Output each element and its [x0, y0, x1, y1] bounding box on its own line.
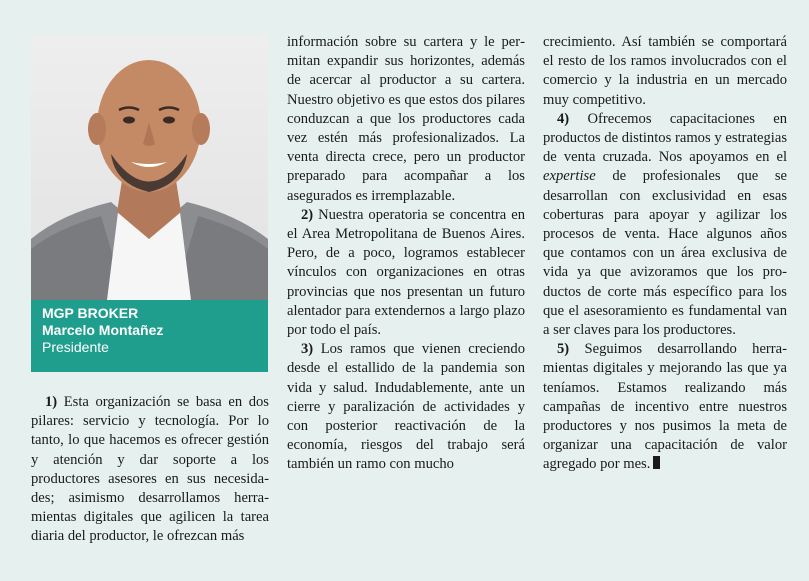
paragraph-1-continued: información sobre su cartera y le permitan expandir sus horizontes, además de acercar al productor a su cartera. Nuestro objetivo es que estos dos pilares conduzcan a que los productores cada vez estén más profesionalizados. La venta directa crece, pero un productor preparado para acompañar a los asegurados es irremplazable. — [287, 34, 525, 204]
answer-number-4: 4) — [557, 110, 570, 127]
paragraph-1 — [31, 393, 269, 547]
paragraph-5-text: Seguimos desarrollando herramientas digitales y mejorando las que ya teníamos. Estamos realizando más campañas de incentivo entre nuestros productores y nos pusimos la meta de organizar una capacitación de valor agregado por mes. — [543, 341, 787, 473]
text-column-1 — [31, 393, 269, 547]
answer-number-5: 5) — [557, 341, 570, 358]
paragraph-3 — [287, 340, 525, 474]
paragraph-2-text: Nuestra operatoria se concentra en el Area Metropolitana de Buenos Aires. Pero, de a poco, logramos establecer vínculos con organizaciones en otras provincias que nos presentan un futuro alentador para extendernos a largo plazo por todo el país. — [287, 206, 525, 339]
end-of-article-mark — [653, 456, 660, 469]
portrait-illustration — [31, 34, 268, 300]
caption-band — [31, 300, 268, 372]
text-column-2 — [287, 33, 525, 475]
answer-number-2: 2) — [301, 206, 314, 223]
paragraph-3-continued: crecimiento. Así también se comportará el resto de los ramos involucrados con el comercio y la industria en un mercado muy competitivo. — [543, 34, 787, 108]
answer-number-3: 3) — [301, 341, 314, 358]
caption-company: MGP BROKER — [42, 305, 139, 321]
text-column-3 — [543, 33, 787, 475]
caption-name: Marcelo Montañez — [42, 322, 164, 338]
paragraph-4-emphasis: expertise — [543, 168, 596, 185]
portrait-photo — [31, 34, 268, 300]
paragraph-4-text-b: de profesionales que se desarrollan con exclusividad en esas coberturas para apoyar y agilizar los procesos de venta. Hace algunos años que contamos con un área exclusiva de vida ya que avizoramos que los productos de corte más específico para los que el asesoramiento es fundamental van a ser claves para los productores. — [543, 168, 787, 339]
paragraph-5 — [543, 340, 787, 474]
caption-role: Presidente — [42, 339, 109, 355]
paragraph-2 — [287, 206, 525, 340]
paragraph-1-text: Esta organización se basa en dos pilares: servicio y tecnología. Por lo tanto, lo que hacemos es ofrecer gestión y atención y dar soporte a los productores asesores en sus necesidades; asimismo desarrollamos herramientas digitales que agilicen la tarea diaria del productor, le ofrezcan más — [31, 394, 269, 545]
answer-number-1: 1) — [45, 394, 58, 410]
paragraph-3-text: Los ramos que vienen creciendo desde el estallido de la pandemia son vida y salud. Indudablemente, ante un cierre y paralización de actividades y con posterior reactivación de la economía, riesgos del trabajo será también un ramo con mucho — [287, 341, 525, 473]
paragraph-4-text-a: Ofrecemos capacitaciones en productos de distintos ramos y estrategias de venta cruzada. Nos apoyamos en el — [543, 110, 787, 166]
paragraph-4 — [543, 110, 787, 340]
